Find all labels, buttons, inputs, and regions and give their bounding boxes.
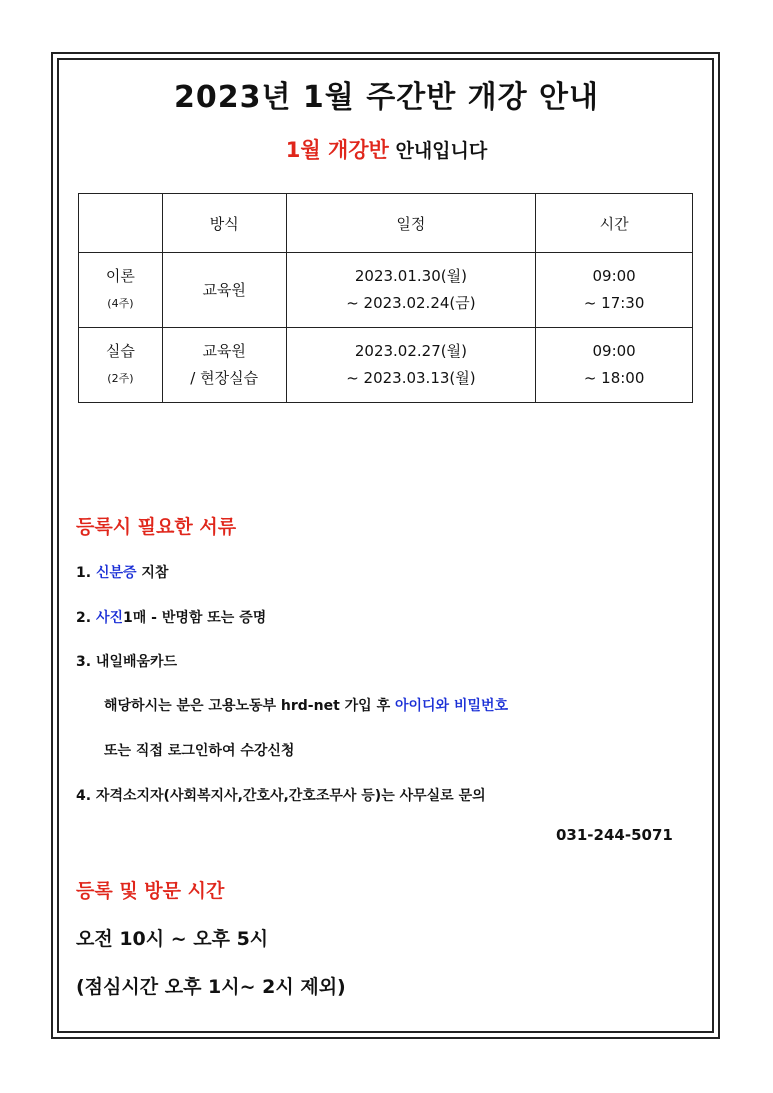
item-number: 2.	[76, 610, 96, 626]
note-text: 해당하시는 분은 고용노동부 hrd-net 가입 후	[104, 698, 395, 714]
visit-hours: 오전 10시 ~ 오후 5시	[76, 928, 269, 950]
item-number: 1.	[76, 565, 96, 581]
item-highlight: 신분증	[95, 565, 137, 581]
row-time-start: 09:00	[592, 342, 636, 360]
row-type-cell	[79, 253, 163, 328]
row-time-end: ~ 18:00	[583, 369, 645, 387]
documents-item-1	[76, 562, 168, 582]
row-type: 이론	[105, 267, 135, 285]
row-time-end: ~ 17:30	[583, 294, 645, 312]
table-row	[79, 328, 693, 403]
note-highlight: 아이디와 비밀번호	[394, 698, 509, 714]
row-time-start: 09:00	[592, 267, 636, 285]
documents-item-3-note-2: 또는 직접 로그인하여 수강신청	[104, 743, 295, 759]
row-date-cell	[286, 253, 536, 328]
table-row	[79, 253, 693, 328]
row-time-cell	[536, 253, 693, 328]
phone-number: 031-244-5071	[556, 826, 673, 844]
subtitle-rest: 안내입니다	[388, 140, 488, 162]
item-highlight: 사진	[95, 610, 123, 626]
documents-item-4: 4. 자격소지자(사회복지사,간호사,간호조무사 등)는 사무실로 문의	[76, 788, 486, 804]
table-header-empty	[79, 194, 163, 253]
row-date-end: ~ 2023.02.24(금)	[346, 294, 476, 312]
page-title: 2023년 1월 주간반 개강 안내	[174, 80, 599, 115]
table-header-method: 방식	[162, 194, 286, 253]
documents-heading: 등록시 필요한 서류	[76, 516, 237, 538]
visit-lunch-note: (점심시간 오후 1시~ 2시 제외)	[76, 976, 346, 998]
row-weeks: (2주)	[107, 372, 134, 385]
row-method-extra: / 현장실습	[190, 369, 259, 387]
row-method: 교육원	[202, 280, 246, 299]
documents-item-3-note-1	[104, 695, 508, 715]
item-text: 1매 - 반명함 또는 증명	[123, 610, 267, 626]
table-header-schedule: 일정	[286, 194, 536, 253]
row-method: 교육원	[202, 342, 246, 360]
row-method-cell	[162, 328, 286, 403]
row-method-cell	[162, 253, 286, 328]
table-header-row	[79, 194, 693, 253]
visit-heading: 등록 및 방문 시간	[76, 880, 225, 902]
row-date-start: 2023.02.27(월)	[354, 342, 467, 360]
table-header-time: 시간	[536, 194, 693, 253]
row-type: 실습	[105, 342, 135, 360]
item-text: 지참	[136, 565, 169, 581]
row-weeks: (4주)	[107, 297, 134, 310]
row-type-cell	[79, 328, 163, 403]
row-date-cell	[286, 328, 536, 403]
row-time-cell	[536, 328, 693, 403]
documents-item-2	[76, 607, 266, 627]
documents-item-3: 3. 내일배움카드	[76, 654, 178, 670]
row-date-start: 2023.01.30(월)	[354, 267, 467, 285]
page-subtitle	[0, 134, 773, 164]
subtitle-highlight: 1월 개강반	[285, 138, 389, 162]
schedule-table	[78, 193, 693, 403]
row-date-end: ~ 2023.03.13(월)	[346, 369, 476, 387]
